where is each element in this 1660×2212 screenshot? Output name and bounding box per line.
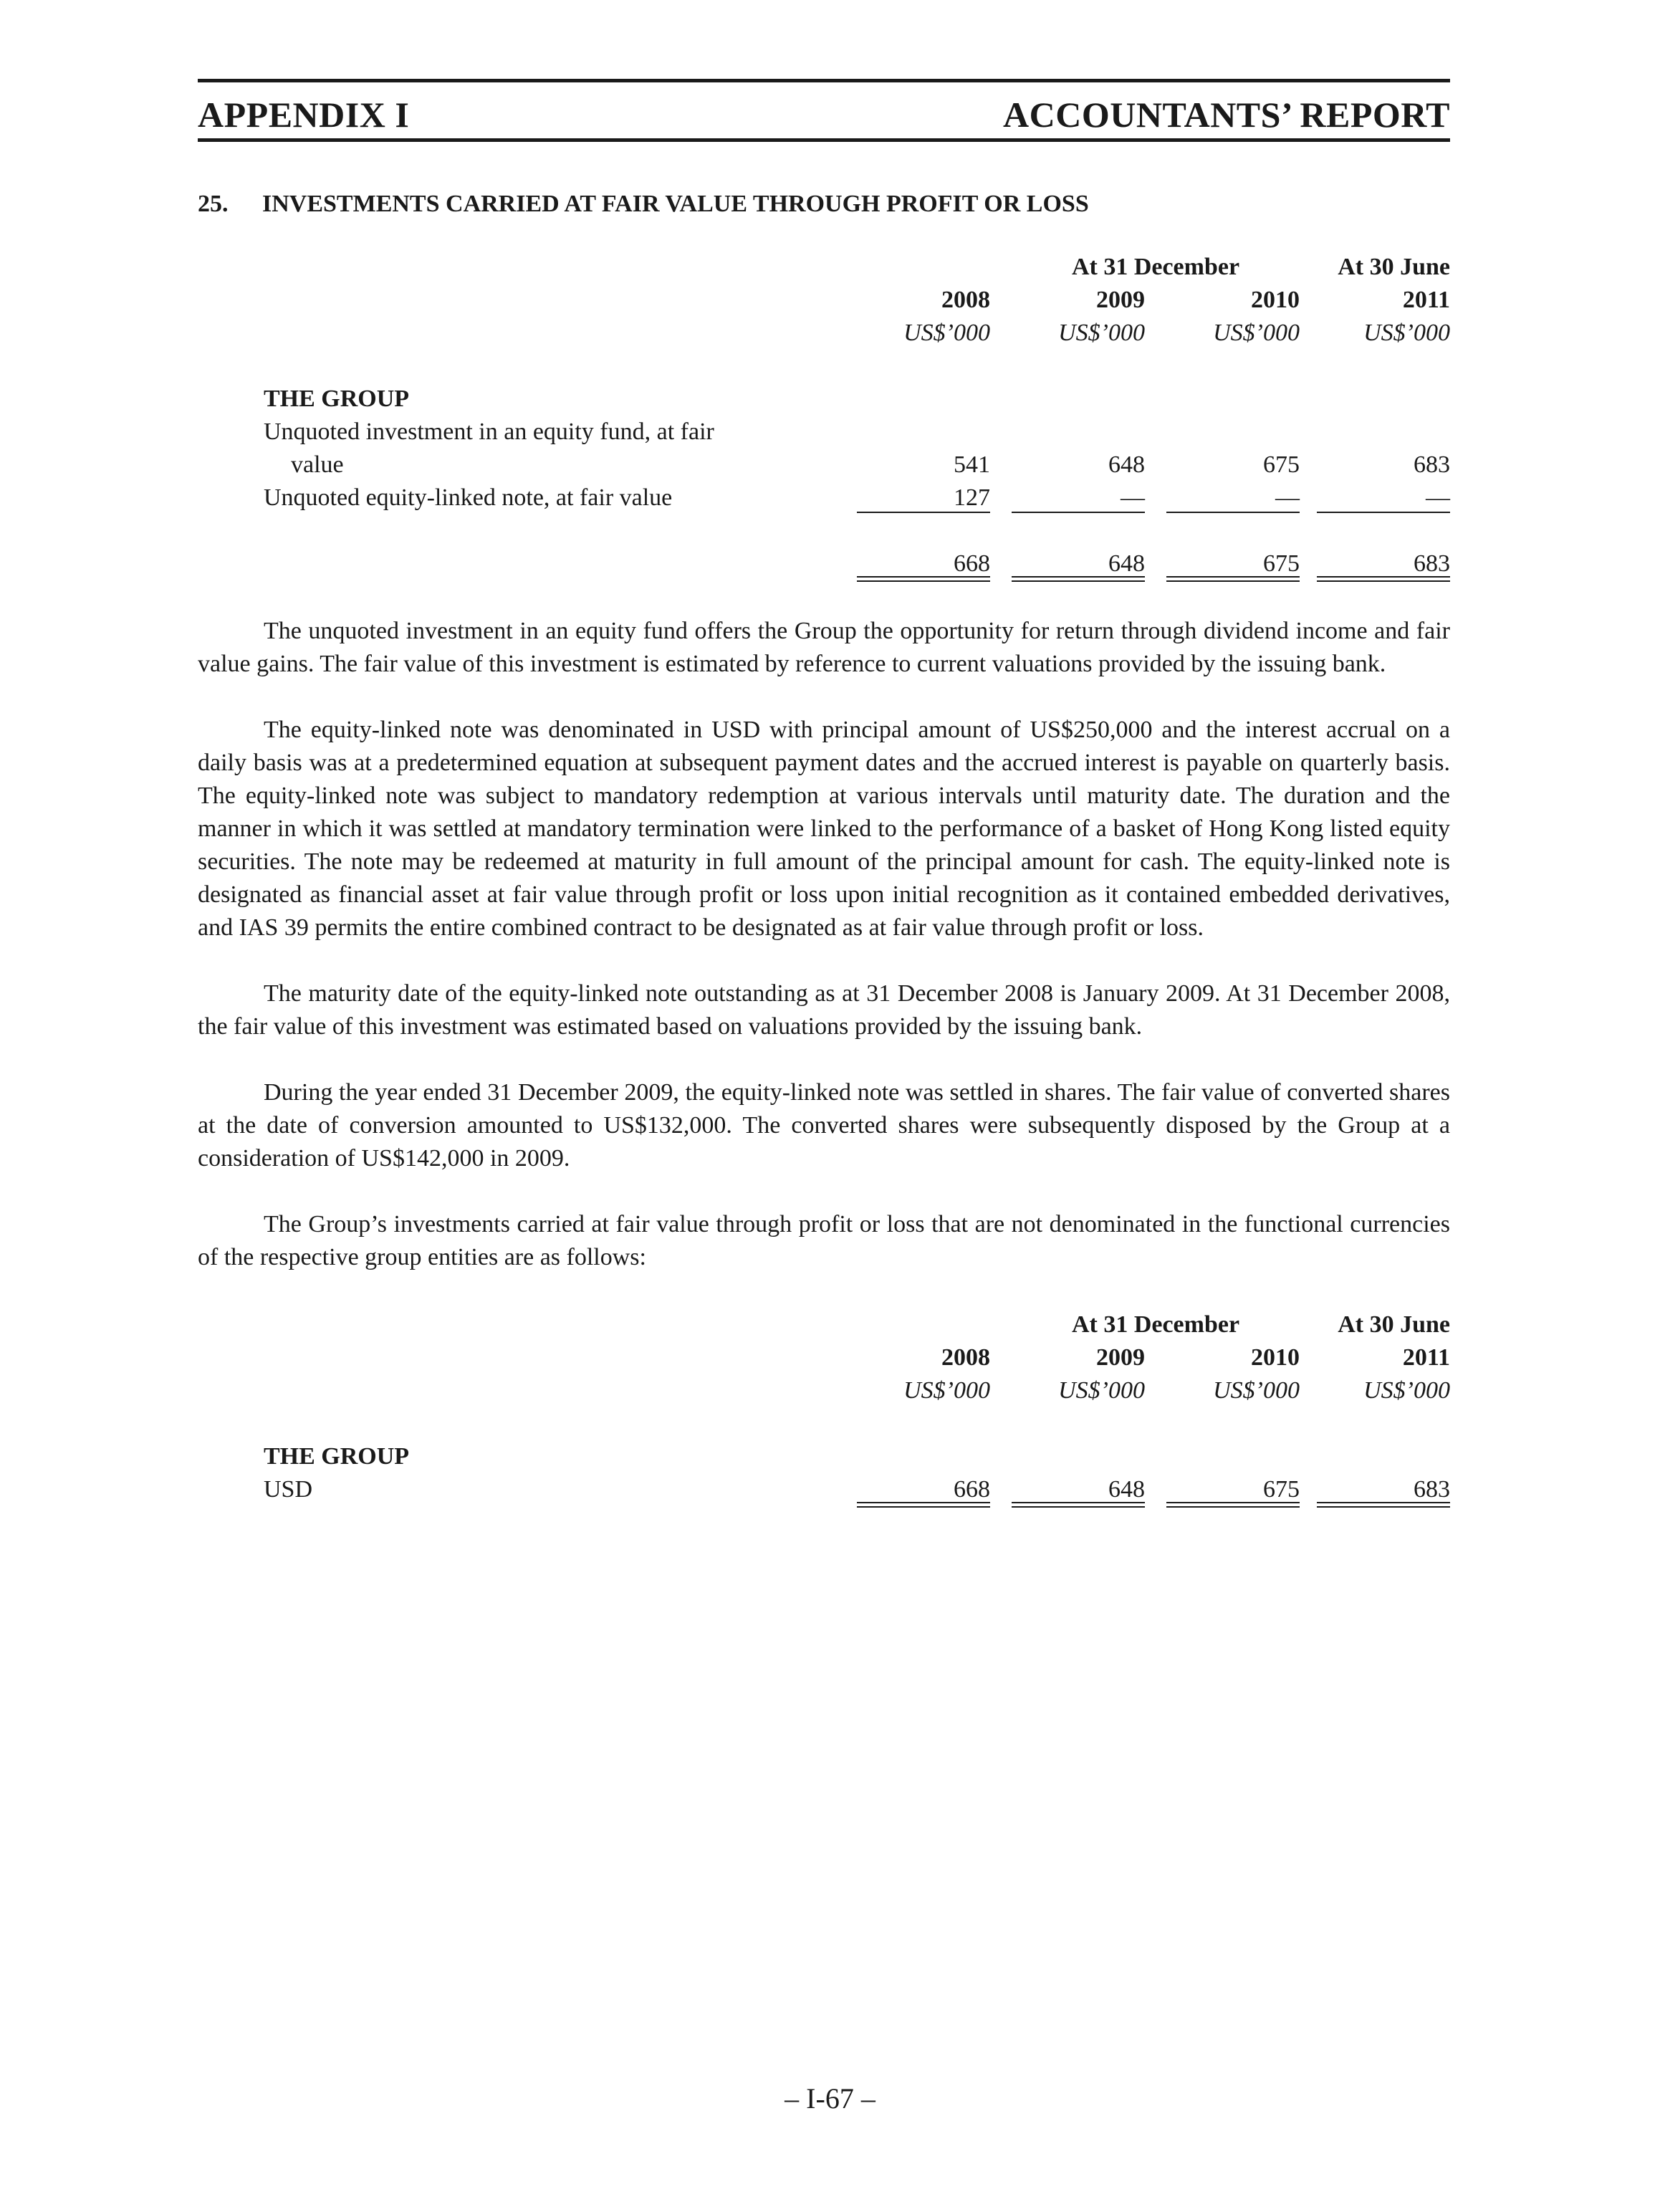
- year-header: 2009: [1096, 1344, 1145, 1371]
- table-cell: —: [1121, 484, 1145, 511]
- paragraph: During the year ended 31 December 2009, the equity-linked note was settled in shares. The fair value of converted shares at the date of conversion amounted to US$132,000. The converted shares were subsequently disposed by the Group at a consideration of US$142,000 in 2009.: [198, 1079, 1450, 1172]
- notes-text: [198, 615, 1450, 1274]
- table-cell: —: [1426, 484, 1450, 511]
- subtotal-rule: [1317, 512, 1450, 513]
- total-double-rule: [857, 576, 990, 582]
- table-cell: 683: [1414, 451, 1450, 478]
- year-header: 2010: [1251, 1344, 1300, 1371]
- unit-header: US$’000: [1213, 320, 1300, 346]
- table-cell: 541: [954, 451, 990, 478]
- section-title: INVESTMENTS CARRIED AT FAIR VALUE THROUGH PROFIT OR LOSS: [262, 191, 1089, 217]
- unit-header: US$’000: [1363, 1377, 1450, 1404]
- table-header-unit-row: [198, 317, 1450, 350]
- total-double-rule: [857, 1502, 990, 1508]
- spacer-row: [198, 1407, 1450, 1440]
- table-header-period-row: [198, 251, 1450, 284]
- total-double-rule: [1166, 1502, 1300, 1508]
- total-cell: 668: [954, 550, 990, 577]
- total-double-rule: [1317, 1502, 1450, 1508]
- total-cell: 675: [1263, 1476, 1300, 1503]
- table-row: [198, 482, 1450, 514]
- unit-header: US$’000: [1213, 1377, 1300, 1404]
- unit-header: US$’000: [1058, 1377, 1145, 1404]
- total-double-rule: [1012, 1502, 1145, 1508]
- table-cell: 648: [1108, 451, 1145, 478]
- section-number: 25.: [198, 191, 229, 217]
- row-label: Unquoted equity-linked note, at fair value: [264, 484, 673, 511]
- period-header-december: At 31 December: [1071, 254, 1240, 280]
- total-cell: 668: [954, 1476, 990, 1503]
- table-cell: —: [1275, 484, 1300, 511]
- total-double-rule: [1166, 576, 1300, 582]
- group-label: THE GROUP: [264, 1443, 410, 1470]
- subtotal-rule: [1166, 512, 1300, 513]
- unit-header: US$’000: [903, 1377, 990, 1404]
- year-header: 2008: [941, 1344, 990, 1371]
- page-number: – I-67 –: [785, 2082, 875, 2115]
- year-header: 2011: [1402, 1344, 1450, 1371]
- paragraph: The Group’s investments carried at fair value through profit or loss that are not denominated in the functional currencies of the respective group entities are as follows:: [198, 1211, 1450, 1270]
- table-header-year-row: [198, 284, 1450, 317]
- table-header-period-row: [198, 1308, 1450, 1341]
- investments-table: [198, 251, 1450, 580]
- group-label-row: [198, 383, 1450, 416]
- period-header-december: At 31 December: [1071, 1311, 1240, 1338]
- header-appendix: APPENDIX I: [198, 95, 410, 135]
- currency-table: [198, 1308, 1450, 1506]
- header-bottom-rule: [198, 138, 1450, 142]
- total-double-rule: [1317, 576, 1450, 582]
- section-heading: [198, 192, 1450, 216]
- unit-header: US$’000: [1058, 320, 1145, 346]
- spacer-row: [198, 350, 1450, 383]
- table-row: [198, 449, 1450, 482]
- table-header-year-row: [198, 1341, 1450, 1374]
- group-label: THE GROUP: [264, 386, 410, 412]
- row-label: Unquoted investment in an equity fund, at fair: [264, 418, 714, 445]
- unit-header: US$’000: [903, 320, 990, 346]
- subtotal-rule: [1012, 512, 1145, 513]
- subtotal-rule: [857, 512, 990, 513]
- paragraph: The unquoted investment in an equity fund offers the Group the opportunity for return through dividend income and fair value gains. The fair value of this investment is estimated by reference to current valuations provided by the issuing bank.: [198, 618, 1450, 677]
- table-header-unit-row: [198, 1374, 1450, 1407]
- table-cell: 127: [954, 484, 990, 511]
- row-label: USD: [264, 1476, 313, 1503]
- unit-header: US$’000: [1363, 320, 1450, 346]
- period-header-june: At 30 June: [1338, 1311, 1450, 1338]
- total-double-rule: [1012, 576, 1145, 582]
- spacer-row: [198, 514, 1450, 547]
- table-row: [198, 416, 1450, 449]
- total-row: [198, 1473, 1450, 1506]
- total-row: [198, 547, 1450, 580]
- total-cell: 675: [1263, 550, 1300, 577]
- header-report-title: ACCOUNTANTS’ REPORT: [1003, 95, 1450, 135]
- page-header: [198, 82, 1450, 138]
- paragraph: The equity-linked note was denominated in USD with principal amount of US$250,000 and the interest accrual on a daily basis was at a predetermined equation at subsequent payment dates and the accrued interest is payable on quarterly basis. The equity-linked note was subject to mandatory redemption at various intervals until maturity date. The duration and the manner in which it was settled at mandatory termination were linked to the performance of a basket of Hong Kong listed equity securities. The note may be redeemed at maturity in full amount of the principal amount for cash. The equity-linked note is designated as financial asset at fair value through profit or loss upon initial recognition as it contained embedded derivatives, and IAS 39 permits the entire combined contract to be designated as at fair value through profit or loss.: [198, 717, 1450, 941]
- total-cell: 683: [1414, 550, 1450, 577]
- year-header: 2011: [1402, 287, 1450, 313]
- total-cell: 648: [1108, 550, 1145, 577]
- total-cell: 648: [1108, 1476, 1145, 1503]
- year-header: 2008: [941, 287, 990, 313]
- period-header-june: At 30 June: [1338, 254, 1450, 280]
- table-cell: 675: [1263, 451, 1300, 478]
- total-cell: 683: [1414, 1476, 1450, 1503]
- year-header: 2009: [1096, 287, 1145, 313]
- document-page: [198, 79, 1450, 1506]
- row-label-continued: value: [291, 451, 344, 478]
- paragraph: The maturity date of the equity-linked note outstanding as at 31 December 2008 is January 2009. At 31 December 2008, the fair value of this investment was estimated based on valuations provided by the issuing bank.: [198, 980, 1450, 1040]
- group-label-row: [198, 1440, 1450, 1473]
- year-header: 2010: [1251, 287, 1300, 313]
